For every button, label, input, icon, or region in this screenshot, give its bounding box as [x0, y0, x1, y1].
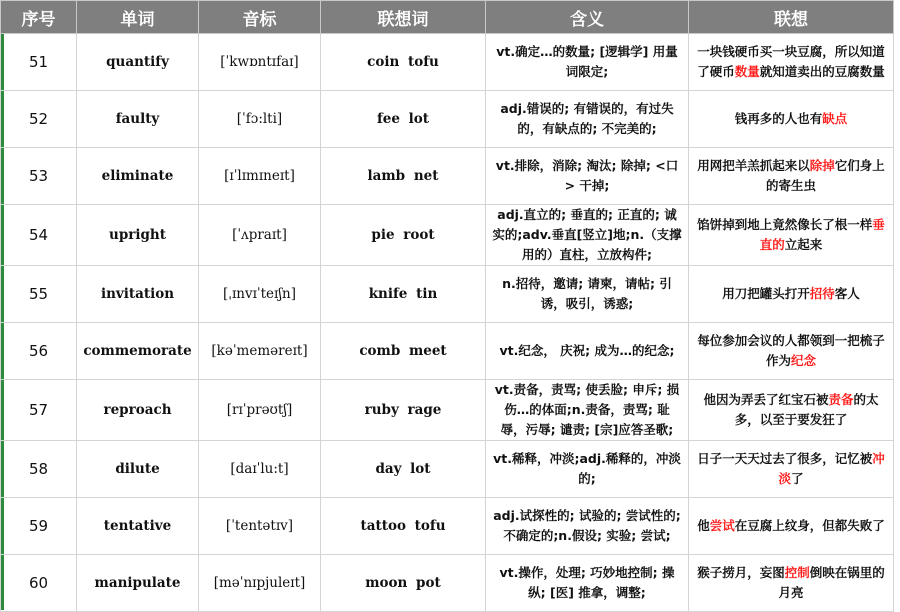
cell-association[interactable]	[689, 380, 894, 441]
association-text: 的太多，以至于要发狂了	[734, 392, 879, 427]
cell-word[interactable]: manipulate	[77, 555, 199, 612]
association-text: 日子一天天过去了很多，记忆被	[697, 451, 873, 466]
cell-phonetic[interactable]: [ˈʌpraɪt]	[199, 205, 321, 266]
cell-association[interactable]	[689, 205, 894, 266]
highlighted-meaning: 垂直的	[759, 217, 885, 252]
association-text: 它们身上的寄生虫	[765, 158, 885, 193]
association-text: 立起来	[784, 237, 823, 252]
table-row	[1, 323, 894, 380]
cell-association-words[interactable]: moon pot	[321, 555, 486, 612]
association-text: 一块钱硬币买一块豆腐，所以知道了硬币	[697, 44, 885, 79]
cell-meaning[interactable]: vt.排除，消除; 淘汰; 除掉; <口> 干掉;	[486, 148, 689, 205]
header-meaning[interactable]: 含义	[486, 1, 689, 34]
cell-index[interactable]: 57	[1, 380, 77, 441]
cell-phonetic[interactable]: [daɪˈlu:t]	[199, 441, 321, 498]
highlighted-meaning: 数量	[734, 64, 760, 79]
highlighted-meaning: 招待	[809, 286, 835, 301]
cell-association-words[interactable]: ruby rage	[321, 380, 486, 441]
cell-association-words[interactable]: day lot	[321, 441, 486, 498]
cell-association-words[interactable]: tattoo tofu	[321, 498, 486, 555]
cell-phonetic[interactable]: [ˈtentətɪv]	[199, 498, 321, 555]
association-text: 馅饼掉到地上竟然像长了根一样	[697, 217, 873, 232]
cell-index[interactable]: 51	[1, 34, 77, 91]
header-row	[1, 1, 894, 34]
cell-phonetic[interactable]: [rɪˈprəʊtʃ]	[199, 380, 321, 441]
table-row	[1, 441, 894, 498]
cell-association[interactable]	[689, 323, 894, 380]
header-association-words[interactable]: 联想词	[321, 1, 486, 34]
cell-association-words[interactable]: coin tofu	[321, 34, 486, 91]
highlighted-meaning: 冲淡	[778, 451, 885, 486]
cell-meaning[interactable]: adj.试探性的; 试验的; 尝试性的; 不确定的;n.假设; 实验; 尝试;	[486, 498, 689, 555]
cell-index[interactable]: 56	[1, 323, 77, 380]
cell-index[interactable]: 53	[1, 148, 77, 205]
cell-association-words[interactable]: fee lot	[321, 91, 486, 148]
cell-association-words[interactable]: comb meet	[321, 323, 486, 380]
cell-phonetic[interactable]: [kəˈmeməreɪt]	[199, 323, 321, 380]
cell-word[interactable]: tentative	[77, 498, 199, 555]
association-text: 用刀把罐头打开	[722, 286, 810, 301]
highlighted-meaning: 控制	[784, 565, 810, 580]
cell-phonetic[interactable]: [ˌɪnvɪˈteɪʃn]	[199, 266, 321, 323]
cell-word[interactable]: faulty	[77, 91, 199, 148]
highlighted-meaning: 责备	[828, 392, 854, 407]
association-text: 他因为弄丢了红宝石被	[703, 392, 829, 407]
cell-meaning[interactable]: vt.责备，责骂; 使丢脸; 申斥; 损伤…的体面;n.责备，责骂; 耻辱，污辱; 谴责; [宗]应答圣歌;	[486, 380, 689, 441]
cell-word[interactable]: eliminate	[77, 148, 199, 205]
cell-association[interactable]	[689, 148, 894, 205]
cell-association-words[interactable]: knife tin	[321, 266, 486, 323]
cell-association[interactable]	[689, 498, 894, 555]
table-row	[1, 205, 894, 266]
highlighted-meaning: 缺点	[822, 111, 848, 126]
association-text: 他	[697, 518, 710, 533]
cell-index[interactable]: 58	[1, 441, 77, 498]
association-text: 了	[791, 471, 804, 486]
cell-association[interactable]	[689, 441, 894, 498]
cell-meaning[interactable]: vt.确定…的数量; [逻辑学] 用量词限定;	[486, 34, 689, 91]
cell-word[interactable]: commemorate	[77, 323, 199, 380]
table-row	[1, 266, 894, 323]
association-text: 在豆腐上纹身，但都失败了	[734, 518, 885, 533]
cell-phonetic[interactable]: [ɪˈlɪmɪneɪt]	[199, 148, 321, 205]
table-row	[1, 498, 894, 555]
cell-association[interactable]	[689, 555, 894, 612]
cell-index[interactable]: 60	[1, 555, 77, 612]
cell-meaning[interactable]: adj.直立的; 垂直的; 正直的; 诚实的;adv.垂直[竖立]地;n.（支撑用的）直柱，立放构件;	[486, 205, 689, 266]
table-row	[1, 34, 894, 91]
cell-association[interactable]	[689, 34, 894, 91]
association-text: 钱再多的人也有	[734, 111, 823, 126]
cell-word[interactable]: invitation	[77, 266, 199, 323]
table-row	[1, 148, 894, 205]
cell-index[interactable]: 55	[1, 266, 77, 323]
association-text: 用网把羊羔抓起来以	[697, 158, 810, 173]
cell-meaning[interactable]: vt.操作，处理; 巧妙地控制; 操纵; [医] 推拿，调整;	[486, 555, 689, 612]
cell-index[interactable]: 54	[1, 205, 77, 266]
cell-word[interactable]: dilute	[77, 441, 199, 498]
header-word[interactable]: 单词	[77, 1, 199, 34]
cell-meaning[interactable]: vt.稀释，冲淡;adj.稀释的，冲淡的;	[486, 441, 689, 498]
table-row	[1, 91, 894, 148]
cell-association-words[interactable]: lamb net	[321, 148, 486, 205]
cell-index[interactable]: 59	[1, 498, 77, 555]
cell-phonetic[interactable]: [məˈnɪpjuleɪt]	[199, 555, 321, 612]
header-phonetic[interactable]: 音标	[199, 1, 321, 34]
cell-word[interactable]: quantify	[77, 34, 199, 91]
association-text: 每位参加会议的人都领到一把梳子作为	[697, 333, 885, 368]
cell-word[interactable]: reproach	[77, 380, 199, 441]
cell-word[interactable]: upright	[77, 205, 199, 266]
association-text: 就知道卖出的豆腐数量	[759, 64, 885, 79]
cell-association-words[interactable]: pie root	[321, 205, 486, 266]
highlighted-meaning: 纪念	[791, 353, 817, 368]
cell-association[interactable]	[689, 266, 894, 323]
cell-meaning[interactable]: adj.错误的; 有错误的，有过失的，有缺点的; 不完美的;	[486, 91, 689, 148]
cell-phonetic[interactable]: [ˈkwɒntɪfaɪ]	[199, 34, 321, 91]
highlighted-meaning: 尝试	[709, 518, 735, 533]
header-index[interactable]: 序号	[1, 1, 77, 34]
table-row	[1, 555, 894, 612]
cell-meaning[interactable]: vt.纪念， 庆祝; 成为…的纪念;	[486, 323, 689, 380]
header-association[interactable]: 联想	[689, 1, 894, 34]
highlighted-meaning: 除掉	[809, 158, 835, 173]
cell-association[interactable]	[689, 91, 894, 148]
association-text: 倒映在锅里的月亮	[778, 565, 885, 600]
cell-index[interactable]: 52	[1, 91, 77, 148]
cell-phonetic[interactable]: [ˈfɔ:lti]	[199, 91, 321, 148]
table-row	[1, 380, 894, 441]
association-text: 客人	[834, 286, 860, 301]
association-text: 猴子捞月，妄图	[697, 565, 785, 580]
cell-meaning[interactable]: n.招待，邀请; 请柬，请帖; 引诱，吸引，诱惑;	[486, 266, 689, 323]
